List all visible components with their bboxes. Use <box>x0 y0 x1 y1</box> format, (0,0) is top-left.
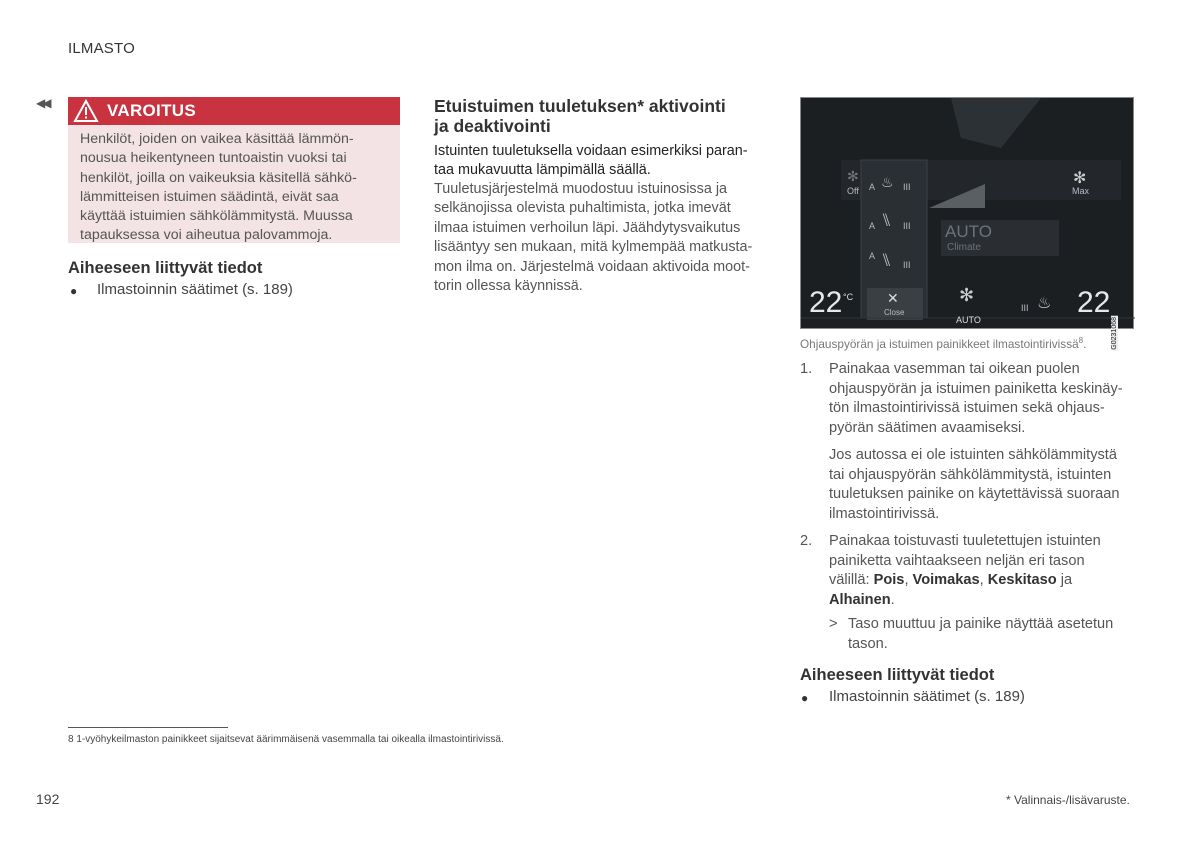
level-marks: III <box>1021 303 1029 313</box>
warning-header <box>68 97 400 125</box>
seat-heat-right-icon[interactable]: ♨ <box>1037 295 1052 312</box>
step-number: 1. <box>800 361 813 377</box>
bullet-icon: ● <box>70 284 78 298</box>
auto-button-label[interactable]: AUTO <box>956 315 981 325</box>
temperature-unit: °C <box>843 292 854 302</box>
seat-ventilation-icon[interactable]: ⑊ <box>881 210 892 230</box>
off-label: Off <box>847 186 859 196</box>
fan-off-icon[interactable]: ✻ <box>847 168 859 184</box>
close-label[interactable]: Close <box>884 308 905 317</box>
seat-heat-icon[interactable]: ♨ <box>881 174 894 190</box>
step-number: 2. <box>800 533 813 549</box>
level-marks: III <box>903 260 911 270</box>
step-text: Painakaa toistuvasti tuuletettujen istuinten painiketta vaihtaakseen neljän eri tason välillä: Pois, Voimakas, Keskitaso ja Alhainen. <box>829 533 1101 608</box>
related-link-left[interactable]: Ilmastoinnin säätimet (s. 189) <box>97 281 293 298</box>
option-strong: Voimakas <box>912 572 980 589</box>
seat-level-a-label: A <box>869 221 876 231</box>
article-title: Etuistuimen tuuletuksen* aktivointi ja deaktivointi <box>434 96 726 136</box>
page-number: 192 <box>36 791 60 807</box>
fan-icon[interactable]: ✻ <box>1073 170 1087 187</box>
double-chevron-left-icon[interactable]: ◀◀ <box>36 96 49 110</box>
bullet-icon: ● <box>801 691 809 705</box>
level-marks: III <box>903 221 911 231</box>
related-link-right[interactable]: Ilmastoinnin säätimet (s. 189) <box>829 688 1025 705</box>
footer-note: * Valinnais-/lisävaruste. <box>1006 793 1130 807</box>
step-text: Painakaa vasemman tai oikean puolen ohjauspyörän ja istuimen painiketta keskinäy- tön ilmastointirivissä istuimen sekä ohjaus- pyörän säätimen avaamiseksi. <box>829 361 1123 436</box>
seat-level-a-label: A <box>869 182 876 192</box>
close-icon[interactable]: ✕ <box>887 290 899 306</box>
steering-heat-icon[interactable]: ✻ <box>959 285 975 305</box>
footnote: 8 1-vyöhykeilmaston painikkeet sijaitsevat äärimmäisenä vasemmalla tai oikealla ilmastointirivissä. <box>68 734 504 745</box>
section-title: ILMASTO <box>68 40 135 57</box>
temperature-left: 22 <box>809 286 843 319</box>
temperature-right: 22 <box>1077 286 1111 319</box>
step-note: Jos autossa ei ole istuinten sähkölämmitystä tai ohjauspyörän sähkölämmitystä, istuinten tuuletuksen painike on käytettävissä suoraan ilmastointirivissä. <box>829 447 1120 522</box>
option-medium: Keskitaso <box>987 572 1057 589</box>
warning-text: Henkilöt, joiden on vaikea käsittää lämmön- nousua heikentyneen tuntoaistin vuoksi tai henkilöt, joilla on vaikeuksia käsitellä sähkö- lämmitteisen istuimen säädintä, eivät saa käyttää istuimien sähkölämmitystä. Muussa tapauksessa voi aiheutua palovammoja. <box>80 131 357 244</box>
footnote-divider <box>68 727 228 728</box>
level-marks: III <box>903 182 911 192</box>
seat-icon[interactable]: ⑊ <box>881 250 892 270</box>
auto-climate-label: AUTO <box>945 222 992 241</box>
article-lead: Istuinten tuuletuksella voidaan esimerkiksi paran- taa mukavuutta lämpimällä säällä. <box>434 143 748 179</box>
related-heading-right: Aiheeseen liittyvät tiedot <box>800 666 995 684</box>
result-marker: > <box>829 616 838 632</box>
image-code: G0231068 <box>1111 317 1118 350</box>
step-result: Taso muuttuu ja painike näyttää asetetun tason. <box>848 616 1114 652</box>
climate-label: Climate <box>947 242 981 253</box>
warning-triangle-icon <box>74 100 98 122</box>
option-low: Alhainen <box>829 591 891 608</box>
image-caption: Ohjauspyörän ja istuimen painikkeet ilmastointirivissä$^8$. <box>800 336 1087 351</box>
max-label: Max <box>1072 186 1090 196</box>
seat-level-a-label: A <box>869 251 876 261</box>
warning-title: VAROITUS <box>107 101 196 120</box>
related-heading-left: Aiheeseen liittyvät tiedot <box>68 259 263 277</box>
option-off: Pois <box>873 572 905 589</box>
article-body: Tuuletusjärjestelmä muodostuu istuinosissa ja selkänojissa olevista puhaltimista, jotka imevät ilmaa istuimen verhoilun läpi. Jäähdytysvaikutus lisääntyy sen mukaan, mitä kylmempää matkusta- mon ilma on. Järjestelmä voidaan aktivoida moot- torin ollessa käynnissä. <box>434 181 753 295</box>
